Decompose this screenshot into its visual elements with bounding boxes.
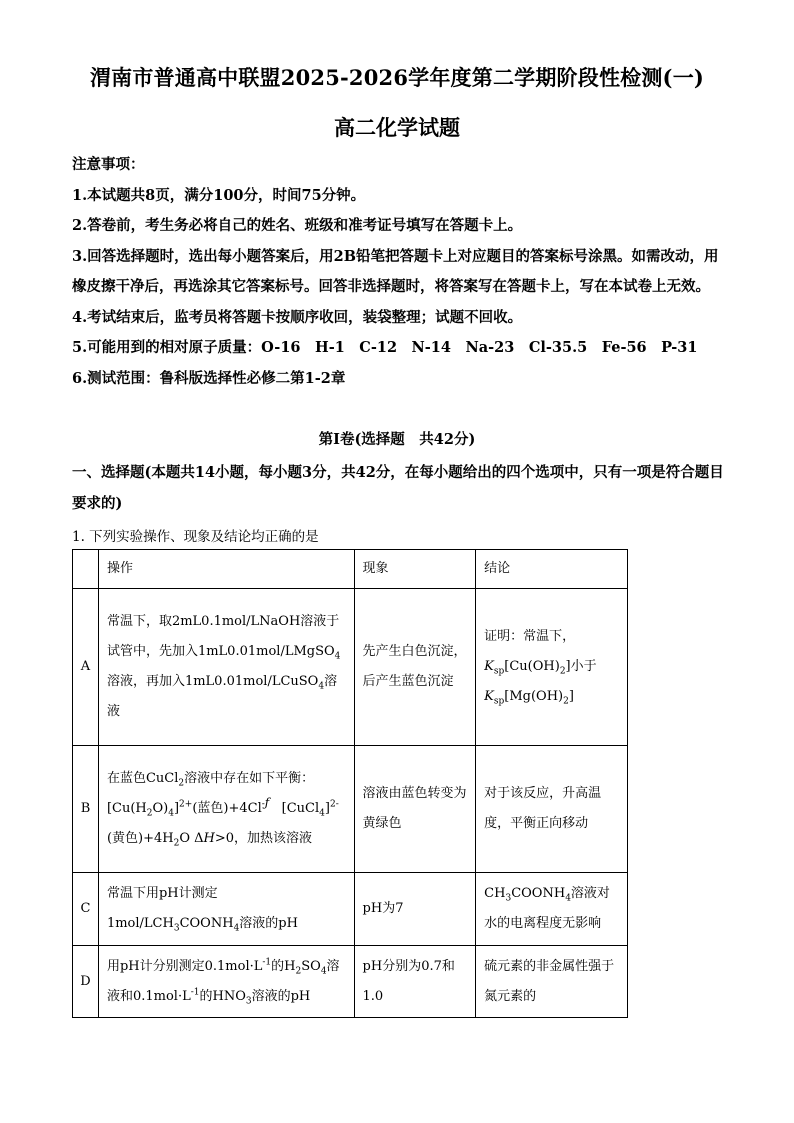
text: ]: [568, 689, 574, 704]
option-label: D: [73, 946, 99, 1018]
text: ]小于: [565, 659, 597, 674]
conclusion-cell: [476, 873, 628, 946]
text: COONH: [511, 886, 566, 901]
text: 溶液: [106, 674, 338, 719]
ksp-symbol: K: [484, 689, 494, 704]
text: CH: [484, 886, 506, 901]
conclusion-cell: [476, 589, 628, 746]
text: 溶液中存在如下平衡：[Cu(H: [106, 771, 315, 816]
subscript: 4: [318, 681, 325, 692]
instruction-item: 6.测试范围：鲁科版选择性必修二第1-2章: [72, 369, 346, 387]
text: 的HNO: [199, 988, 246, 1004]
phenomenon-cell: pH分别为0.7和1.0: [354, 946, 476, 1018]
ksp-symbol: K: [484, 659, 494, 674]
table-row: [73, 746, 628, 873]
text: >0，加热该溶液: [214, 831, 313, 846]
instruction-item: 4.考试结束后，监考员将答题卡按顺序收回，装袋整理；试题不回收。: [72, 308, 523, 326]
superscript: -: [261, 799, 265, 810]
superscript: -1: [262, 957, 272, 968]
enthalpy-symbol: H: [203, 831, 215, 846]
subscript: 2: [146, 808, 153, 819]
option-label: B: [73, 746, 99, 873]
text: 证明：常温下，: [484, 629, 576, 644]
subscript: 3: [505, 893, 512, 904]
text: ]: [173, 801, 180, 816]
subscript: 3: [173, 923, 180, 934]
table-row: [73, 873, 628, 946]
part-heading: 第Ⅰ卷(选择题 共42分): [318, 431, 476, 448]
header-conclusion: 结论: [476, 550, 628, 589]
option-label: A: [73, 589, 99, 746]
text: 溶液对水的电离程度无影响: [484, 886, 610, 931]
text: (黄色)+4H: [106, 831, 174, 846]
subscript: 4: [565, 893, 571, 904]
instruction-item: 3.回答选择题时，选出每小题答案后，用2B铅笔把答题卡上对应题目的答案标号涂黑。如需改动，用橡皮擦干净后，再选涂其它答案标号。回答非选择题时，将答案写在答题卡上，写在本试卷上无效。: [72, 247, 719, 295]
text: 的H: [271, 958, 296, 974]
text: O Δ: [179, 831, 204, 846]
superscript: -1: [190, 987, 200, 998]
instruction-item: 1.本试题共8页，满分100分，时间75分钟。: [72, 186, 366, 204]
header-blank: [73, 550, 99, 589]
phenomenon-cell: 先产生白色沉淀，后产生蓝色沉淀: [354, 589, 476, 746]
text: 溶液的pH: [251, 988, 311, 1004]
subscript: sp: [493, 666, 505, 677]
text: [Mg(OH): [504, 689, 564, 704]
subscript: 4: [320, 966, 327, 977]
header-operation: 操作: [98, 550, 354, 589]
instructions-heading: 注意事项：: [72, 156, 145, 173]
text: SO: [301, 958, 321, 974]
subscript: 2: [295, 966, 302, 977]
question-stem: 1. 下列实验操作、现象及结论均正确的是: [72, 529, 319, 545]
text: (蓝色)+4Cl: [192, 801, 262, 816]
phenomenon-cell: pH为7: [354, 873, 476, 946]
option-label: C: [73, 873, 99, 946]
conclusion-cell: 对于该反应，升高温度，平衡正向移动: [476, 746, 628, 873]
text: COONH: [179, 916, 234, 931]
text: 溶液和0.1mol·L: [106, 958, 340, 1004]
section-heading: 一、选择题(本题共14小题，每小题3分，共42分，在每小题给出的四个选项中，只有一项是符合题目要求的): [72, 464, 724, 512]
subscript: 2: [563, 696, 569, 707]
subscript: 3: [245, 996, 252, 1007]
text: 溶液，再加入1mL0.01mol/LCuSO: [106, 674, 319, 689]
equilibrium-arrow-icon: ƒ: [264, 795, 270, 810]
header-phenomenon: 现象: [354, 550, 476, 589]
operation-cell: [98, 746, 354, 873]
text: O): [152, 801, 169, 816]
text: ]: [324, 801, 330, 816]
table-row: [73, 946, 628, 1018]
subscript: 2: [173, 838, 180, 849]
subscript: 4: [233, 923, 240, 934]
table-row: [73, 589, 628, 746]
operation-cell: [98, 589, 354, 746]
instruction-item: 2.答卷前，考生务必将自己的姓名、班级和准考证号填写在答题卡上。: [72, 217, 523, 234]
subscript: sp: [493, 696, 505, 707]
operation-cell: [98, 946, 354, 1018]
text: 溶液的pH: [239, 916, 298, 931]
text: 常温下，取2mL0.1mol/LNaOH溶液于试管中，先加入1mL0.01mol/LMgSO: [106, 614, 340, 659]
table-header-row: [73, 550, 628, 589]
subscript: 4: [319, 808, 325, 819]
subscript: 4: [334, 651, 341, 662]
operation-cell: [98, 873, 354, 946]
superscript: 2+: [179, 799, 193, 810]
subscript: 2: [559, 666, 566, 677]
phenomenon-cell: 溶液由蓝色转变为黄绿色: [354, 746, 476, 873]
superscript: 2-: [329, 799, 339, 810]
text: 用pH计分别测定0.1mol·L: [106, 958, 263, 974]
subscript: 2: [178, 778, 185, 789]
subscript: 4: [168, 808, 174, 819]
text: [Cu(OH): [504, 659, 560, 674]
experiment-table: [72, 549, 628, 1018]
instructions: [72, 150, 727, 394]
page-subtitle: 高二化学试题: [334, 115, 460, 140]
conclusion-cell: 硫元素的非金属性强于氮元素的: [476, 946, 628, 1018]
instruction-item: 5.可能用到的相对原子质量：O-16 H-1 C-12 N-14 Na-23 Cl-35.5 Fe-56 P-31: [72, 339, 698, 356]
text: 常温下用pH计测定1mol/LCH: [106, 886, 218, 931]
page-title: 渭南市普通高中联盟2025-2026学年度第二学期阶段性检测(一): [89, 65, 705, 90]
text: 在蓝色CuCl: [106, 771, 179, 786]
text: [CuCl: [281, 801, 320, 816]
